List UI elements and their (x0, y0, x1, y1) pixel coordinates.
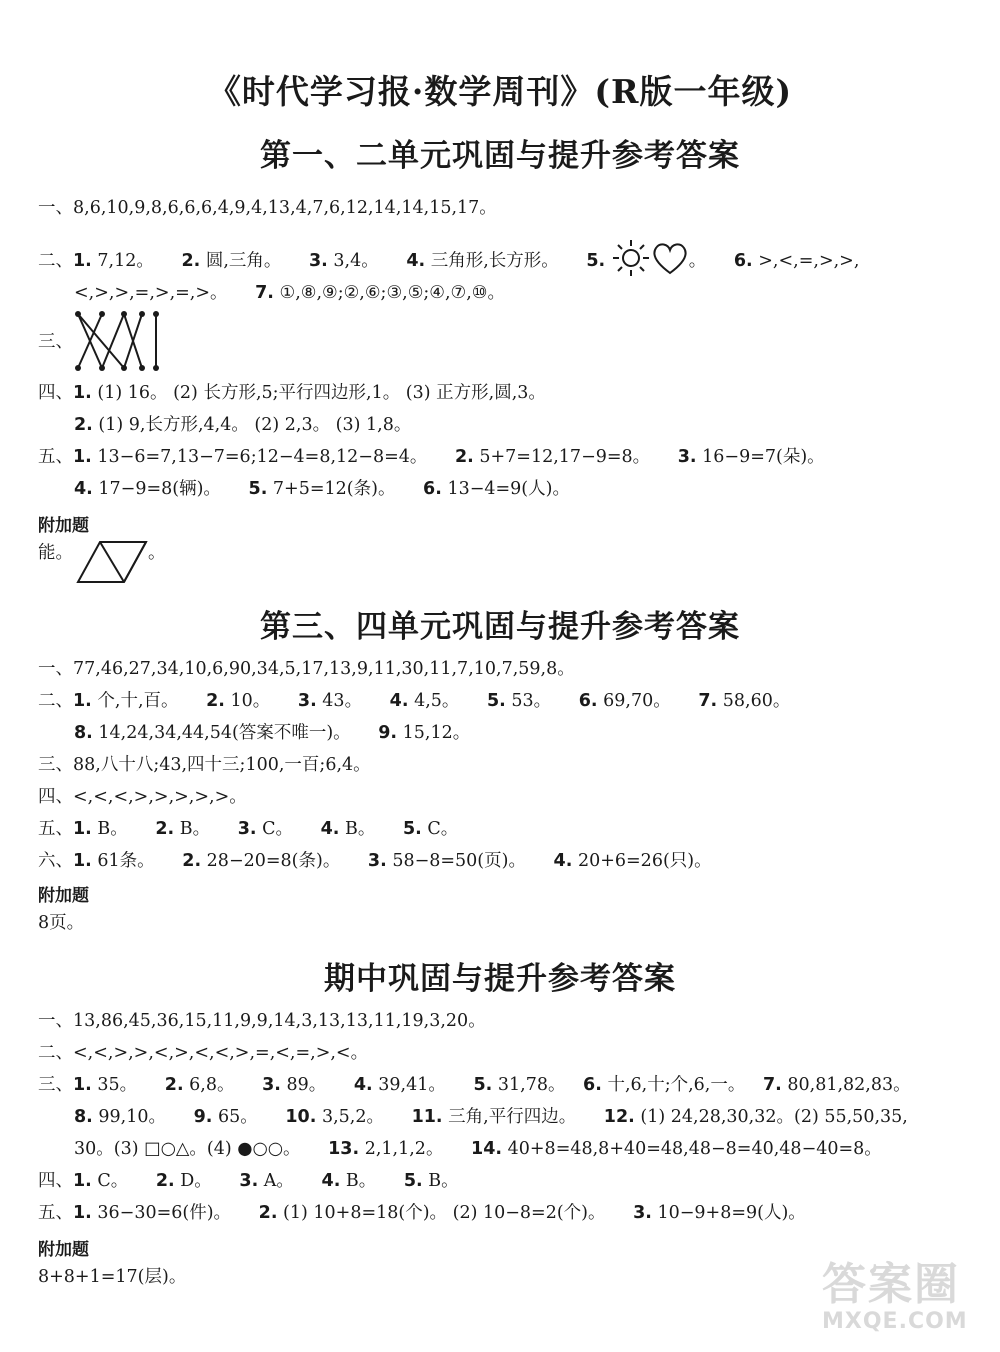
answer-line: 能。 (38, 543, 73, 563)
answer-line: 三、88,八十八;43,四十三;100,一百;6,4。 (38, 755, 371, 775)
answer-line: 二、1. 个,十,百。 2. 10。 3. 43。 4. 4,5。 5. 53。 6. 69,70。 7. 58,60。 (38, 691, 791, 711)
answer-line: 四、1. C。 2. D。 3. A。 4. B。 5. B。 (38, 1171, 459, 1191)
answer-line: 8. 14,24,34,44,54(答案不唯一)。 9. 15,12。 (74, 723, 471, 743)
page-title: 《时代学习报·数学周刊》(R版一年级) (207, 72, 793, 111)
answer-line: 六、1. 61条。 2. 28−20=8(条)。 3. 58−8=50(页)。 4. 20+6=26(只)。 (38, 851, 712, 871)
parallelogram-icon (76, 539, 148, 585)
answer-line: 五、1. 36−30=6(件)。 2. (1) 10+8=18(个)。 (2) 10−8=2(个)。 3. 10−9+8=9(人)。 (38, 1203, 806, 1223)
bonus-heading: 附加题 (38, 1240, 89, 1260)
answer-line: 一、8,6,10,9,8,6,6,6,4,9,4,13,4,7,6,12,14,14,15,17。 (38, 198, 497, 218)
answer-line: 4. 17−9=8(辆)。 5. 7+5=12(条)。 6. 13−4=9(人)。 (74, 479, 570, 499)
answer-line: 四、<,<,<,>,>,>,>,>。 (38, 787, 247, 807)
answer-line: 五、1. 13−6=7,13−7=6;12−4=8,12−8=4。 2. 5+7=12,17−9=8。 3. 16−9=7(朵)。 (38, 447, 825, 467)
answer-line: 五、1. B。 2. B。 3. C。 4. B。 5. C。 (38, 819, 459, 839)
answer-line: 2. (1) 9,长方形,4,4。 (2) 2,3。 (3) 1,8。 (74, 415, 412, 435)
section-title-units-3-4: 第三、四单元巩固与提升参考答案 (260, 609, 740, 645)
section-title-midterm: 期中巩固与提升参考答案 (324, 961, 676, 997)
answer-line: 8+8+1=17(层)。 (38, 1267, 187, 1287)
answer-line: 。 (148, 543, 166, 563)
line-matching-diagram-icon (72, 310, 164, 372)
section-title-units-1-2: 第一、二单元巩固与提升参考答案 (260, 138, 740, 174)
answer-line: 三、1. 35。 2. 6,8。 3. 89。 4. 39,41。 5. 31,78。 6. 十,6,十;个,6,一。 7. 80,81,82,83。 (38, 1075, 911, 1095)
watermark-logo: 答案圈 MXQE.COM (822, 1259, 968, 1334)
bonus-heading: 附加题 (38, 516, 89, 536)
answer-line: 30。(3) □○△。(4) ●○○。 13. 2,1,1,2。 14. 40+8=48,8+40=48,48−8=40,48−40=8。 (74, 1139, 882, 1159)
sun-icon (611, 238, 651, 285)
answer-line: <,>,>,=,>,=,>。 7. ①,⑧,⑨;②,⑥;③,⑤;④,⑦,⑩。 (74, 283, 505, 303)
bonus-heading: 附加题 (38, 886, 89, 906)
answer-line: 二、<,<,>,>,<,>,<,<,>,=,<,=,>,<。 (38, 1043, 369, 1063)
answer-line: 三、 (38, 332, 73, 352)
answer-line: 一、13,86,45,36,15,11,9,9,14,3,13,13,11,19,3,20。 (38, 1011, 486, 1031)
answer-line: 8. 99,10。 9. 65。 10. 3,5,2。 11. 三角,平行四边。 12. (1) 24,28,30,32。(2) 55,50,35, (74, 1107, 908, 1127)
answer-line: 四、1. (1) 16。 (2) 长方形,5;平行四边形,1。 (3) 正方形,圆,3。 (38, 383, 546, 403)
answer-line: 二、1. 7,12。 2. 圆,三角。 3. 3,4。 4. 三角形,长方形。 5. 。 6. >,<,=,>,>, (38, 238, 859, 285)
answer-line: 8页。 (38, 913, 85, 933)
heart-icon (651, 240, 689, 283)
answer-line: 一、77,46,27,34,10,6,90,34,5,17,13,9,11,30,11,7,10,7,59,8。 (38, 659, 575, 679)
